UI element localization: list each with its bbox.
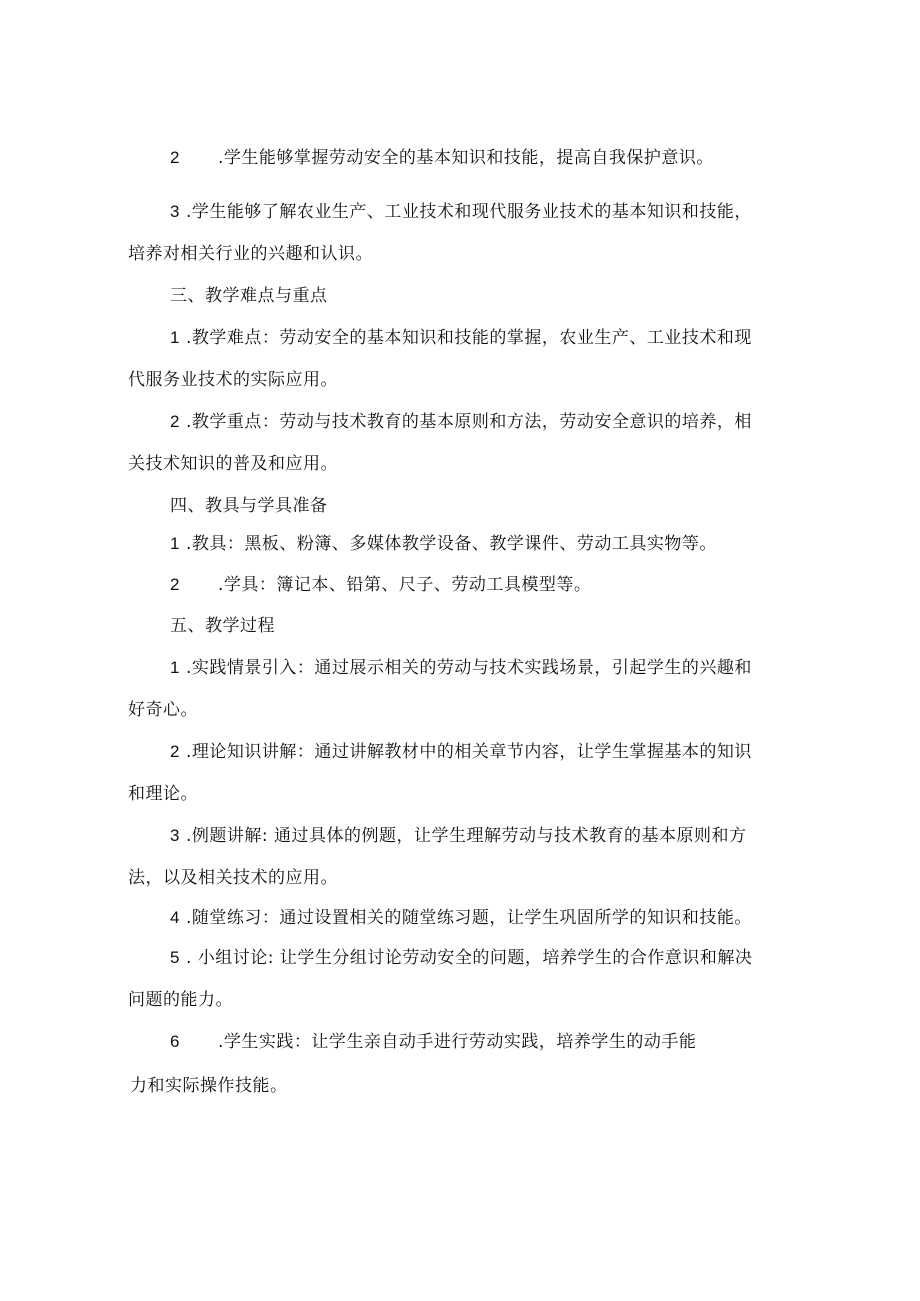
item-number: 1 — [170, 534, 180, 553]
item-text: .学具：簿记本、铅第、尺子、劳动工具模型等。 — [217, 575, 592, 595]
item-text: 问题的能力。 — [128, 990, 233, 1010]
item-text: .学生能够掌握劳动安全的基本知识和技能，提高自我保护意识。 — [217, 148, 714, 168]
item-text: .教具：黑板、粉簿、多媒体教学设备、教学课件、劳动工具实物等。 — [185, 534, 717, 554]
list-item-1 — [170, 532, 717, 556]
item-text: . 小组讨论: 让学生分组讨论劳动安全的问题，培养学生的合作意识和解决 — [185, 948, 753, 968]
item-number: 1 — [170, 658, 180, 677]
list-item-2-cont — [128, 452, 338, 476]
section-heading-4 — [170, 494, 328, 518]
list-item-1 — [170, 326, 752, 350]
list-item-6-cont — [130, 1074, 288, 1098]
heading-text: 五、教学过程 — [170, 616, 275, 636]
item-text: .学生能够了解农业生产、工业技术和现代服务业技术的基本知识和技能， — [185, 202, 752, 222]
list-item-1 — [170, 656, 752, 680]
list-item-5-cont — [128, 988, 233, 1012]
list-item-4 — [170, 906, 752, 930]
section-heading-5 — [170, 614, 275, 638]
heading-text: 四、教具与学具准备 — [170, 496, 328, 516]
list-item-2 — [170, 740, 752, 764]
item-text: .教学难点：劳动安全的基本知识和技能的掌握，农业生产、工业技术和现 — [185, 328, 752, 348]
item-text: .例题讲解: 通过具体的例题，让学生理解劳动与技术教育的基本原则和方 — [185, 826, 747, 846]
item-number: 2 — [170, 742, 180, 761]
item-text: .实践情景引入：通过展示相关的劳动与技术实践场景，引起学生的兴趣和 — [185, 658, 752, 678]
item-number: 2 — [170, 412, 180, 431]
item-text: 好奇心。 — [128, 700, 198, 720]
item-number: 2 — [170, 575, 180, 594]
list-item-5 — [170, 946, 752, 970]
list-item-2-cont — [128, 782, 198, 806]
section-heading-3 — [170, 284, 328, 308]
item-text: 关技术知识的普及和应用。 — [128, 454, 338, 474]
list-item-3-cont — [128, 866, 338, 890]
list-item-2 — [170, 146, 714, 170]
list-item-3-cont — [128, 242, 373, 266]
item-number: 4 — [170, 908, 180, 927]
list-item-6 — [170, 1030, 696, 1054]
item-text: .学生实践：让学生亲自动手进行劳动实践，培养学生的动手能 — [217, 1032, 697, 1052]
item-number: 1 — [170, 328, 180, 347]
list-item-1-cont — [128, 698, 198, 722]
item-text: 代服务业技术的实际应用。 — [128, 370, 338, 390]
list-item-3 — [170, 824, 747, 848]
list-item-3 — [170, 200, 752, 224]
heading-text: 三、教学难点与重点 — [170, 286, 328, 306]
item-text: .教学重点：劳动与技术教育的基本原则和方法，劳动安全意识的培养，相 — [185, 412, 752, 432]
item-text: 和理论。 — [128, 784, 198, 804]
item-text: 法，以及相关技术的应用。 — [128, 868, 338, 888]
item-number: 3 — [170, 826, 180, 845]
list-item-2 — [170, 573, 591, 597]
item-number: 5 — [170, 948, 180, 967]
list-item-1-cont — [128, 368, 338, 392]
item-number: 3 — [170, 202, 180, 221]
item-text: .理论知识讲解：通过讲解教材中的相关章节内容，让学生掌握基本的知识 — [185, 742, 752, 762]
list-item-2 — [170, 410, 752, 434]
item-number: 2 — [170, 148, 180, 167]
item-text: .随堂练习：通过设置相关的随堂练习题，让学生巩固所学的知识和技能。 — [185, 908, 752, 928]
item-text: 培养对相关行业的兴趣和认识。 — [128, 244, 373, 264]
item-number: 6 — [170, 1032, 180, 1051]
item-text: 力和实际操作技能。 — [130, 1076, 288, 1096]
